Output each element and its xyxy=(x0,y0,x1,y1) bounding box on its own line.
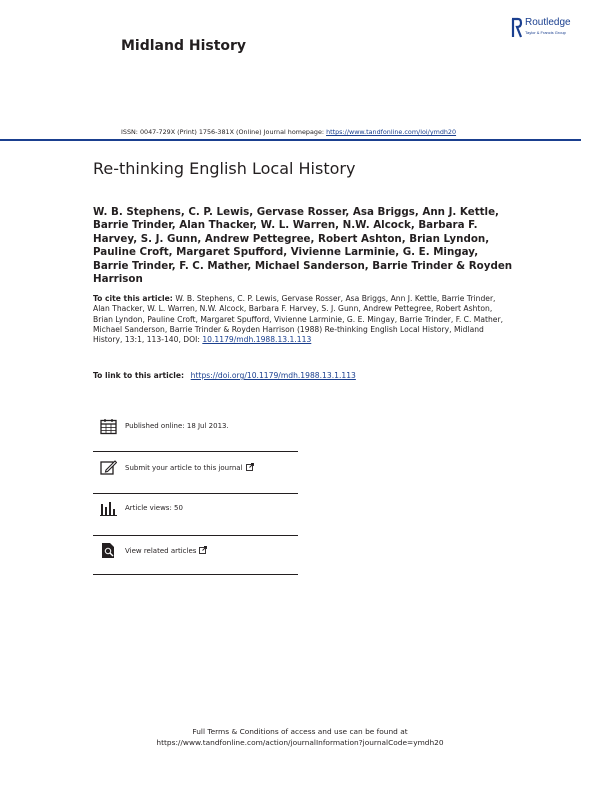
citation-label: To cite this article: xyxy=(93,294,176,303)
divider xyxy=(93,451,298,452)
divider xyxy=(93,574,298,575)
doi-link[interactable]: 10.1179/mdh.1988.13.1.113 xyxy=(202,335,312,345)
citation-block xyxy=(93,294,505,345)
journal-homepage-link[interactable]: https://www.tandfonline.com/loi/ymdh20 xyxy=(326,128,457,136)
publisher-logo xyxy=(510,17,590,43)
calendar-icon xyxy=(100,418,117,435)
related-articles-label: View related articles xyxy=(125,547,197,555)
citation-text: W. B. Stephens, C. P. Lewis, Gervase Rosser, Asa Briggs, Ann J. Kettle, Barrie Trinder, Alan Thacker, W. L. Warren, N.W. Alcock, Barbara F. Harvey, S. J. Gunn, Andrew Pettegree, Robert Ashton, Brian Lyndon, Pauline Croft, Margaret Spufford, Vivienne Larminie, G. E. Mingay, Barrie Trinder, F. C. Mather, Michael Sanderson, Barrie Trinder & Royden Harrison (1988) Re-thinking English Local History, Midland History, 13:1, 113-140, DOI: xyxy=(93,294,504,345)
link-label: To link to this article: xyxy=(93,371,187,380)
article-title: Re-thinking English Local History xyxy=(93,159,356,178)
routledge-logo-icon xyxy=(510,17,523,39)
related-articles-link[interactable] xyxy=(125,546,207,555)
publisher-name: Routledge xyxy=(525,17,571,28)
submit-article-label: Submit your article to this journal xyxy=(125,464,243,472)
header-divider xyxy=(0,139,581,141)
author-list: W. B. Stephens, C. P. Lewis, Gervase Rosser, Asa Briggs, Ann J. Kettle, Barrie Trinder, Alan Thacker, W. L. Warren, N.W. Alcock, Barbara F. Harvey, S. J. Gunn, Andrew Pettegree, Robert Ashton, Brian Lyndon, Pauline Croft, Margaret Spufford, Vivienne Larminie, G. E. Mingay, Barrie Trinder, F. C. Mather, Michael Sanderson, Barrie Trinder & Royden Harrison xyxy=(93,206,513,286)
related-articles-row[interactable] xyxy=(93,542,298,584)
external-link-icon xyxy=(246,463,254,471)
article-views: Article views: 50 xyxy=(125,504,183,512)
issn-line xyxy=(121,128,456,136)
footer xyxy=(0,727,600,748)
edit-document-icon xyxy=(100,459,117,476)
bar-chart-icon xyxy=(100,500,117,517)
submit-article-link[interactable] xyxy=(125,463,254,472)
article-doi-url-link[interactable]: https://doi.org/10.1179/mdh.1988.13.1.113 xyxy=(190,371,356,380)
published-date: Published online: 18 Jul 2013. xyxy=(125,422,229,430)
footer-terms-url[interactable]: https://www.tandfonline.com/action/journalInformation?journalCode=ymdh20 xyxy=(156,737,444,747)
search-document-icon xyxy=(100,542,117,559)
journal-title: Midland History xyxy=(121,38,247,54)
article-link-line xyxy=(93,371,356,380)
submit-article-row[interactable] xyxy=(93,459,298,501)
divider xyxy=(93,535,298,536)
publisher-tagline: Taylor & Francis Group xyxy=(525,30,566,35)
divider xyxy=(93,493,298,494)
published-row xyxy=(93,418,298,460)
issn-text: ISSN: 0047-729X (Print) 1756-381X (Online) Journal homepage: xyxy=(121,128,327,136)
footer-terms-text: Full Terms & Conditions of access and use can be found at xyxy=(192,727,408,736)
external-link-icon xyxy=(199,546,207,554)
